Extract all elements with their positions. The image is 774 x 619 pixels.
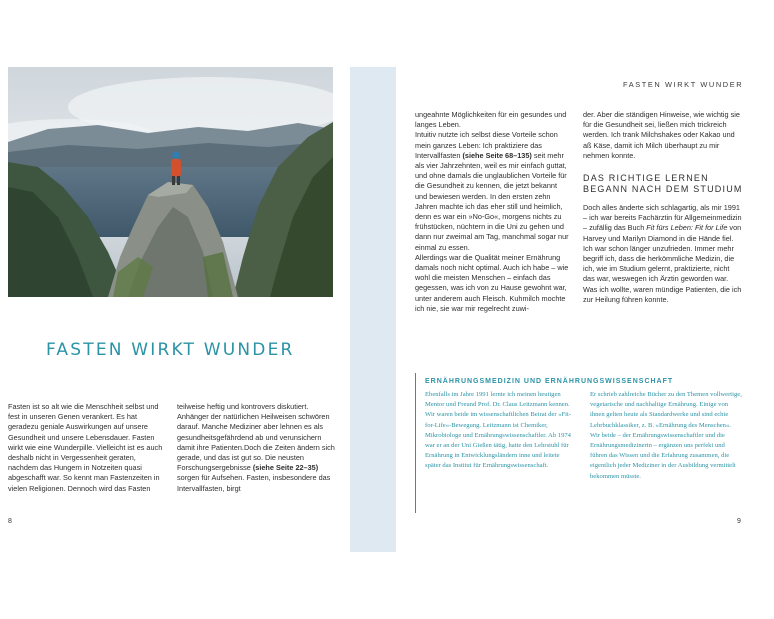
right-body-column-1: ungeahnte Möglichkeiten für ein gesundes und langes Leben. Intuitiv nutzte ich selbst diese Vorteile schon mein ganzes Leben: Ich praktiziere das Intervallfasten (siehe Seite 68–135) seit mehr als vier Jahrzehnten, weil es mir einfach guttat, und ohne damals die unglaublichen Vorteile für die Gesundheit zu kennen, die jetzt bekannt und bewiesen werden. In den ersten zehn Jahren machte ich das eher still und heimlich, denn es war ein »No-Go«, morgens nichts zu frühstücken, nüchtern in die Uni zu gehen und dann nur zweimal am Tag, manchmal sogar nur einmal zu essen. Allerdings war die Qualität meiner Ernährung damals noch nicht optimal. Auch ich habe – wie wohl die meisten Menschen – einfach das gegessen, was ich von zu Hause gewohnt war, unter anderem auch Fleisch. Kuhmilch mochte ich nie, sie war mir regelrecht zuwi- [415, 110, 569, 313]
info-box-column-2: Er schrieb zahlreiche Bücher zu den Themen vollwertige, vegetarische und nachhaltige Ernährung. Einige von ihnen gelten heute als Standardwerke und sind echte Lehrbuchklassiker, z. B. »Ernährung des Menschen«. Wir beide – der Ernährungswissenschaftler und die Ernährungsmedizinerin – ergänzen uns perfekt und führen das Wissen und die Erfahrung zusammen, die eigentlich jeder Mediziner in der Ausbildung vermittelt bekommen müsste. [590, 391, 742, 480]
mountain-fjord-photo-icon [8, 67, 333, 297]
right-col2-paragraph-2: Doch alles änderte sich schlagartig, als mir 1991 – ich war bereits Fachärztin für Allgemeinmedizin – zufällig das Buch Fit fürs Leben: Fit for Life von Harvey und Marilyn Diamond in die Hände fiel. Ich war schon länger unzufrieden. Immer mehr begriff ich, dass die herkömmliche Medizin, die ich, wie im Studium gelernt, praktizierte, nicht das war, weswegen ich Ärztin geworden war. Was ich wollte, waren mündige Patienten, die ich zur Heilung führen konnte. [583, 203, 742, 304]
right-col2-paragraph: der. Aber die ständigen Hinweise, wie wichtig sie für die Gesundheit sei, ließen mich trickreich werden. Ich trank Milchshakes oder Kakao und aß Käse, damit ich Milch überhaupt zu mir nehmen konnte. [583, 110, 740, 160]
info-box-rule [415, 373, 416, 513]
gutter-color-bar [350, 67, 396, 552]
running-head: FASTEN WIRKT WUNDER [623, 80, 744, 89]
page-number-right: 9 [737, 518, 741, 525]
left-page [0, 0, 348, 619]
info-box-column-1: Ebenfalls im Jahre 1991 lernte ich meinen heutigen Mentor und Freund Prof. Dr. Claus Leitzmann kennen. Wir waren beide im wissenschaftlichen Beirat der »Fit-for-Life«-Bewegung. Leitzmann ist Chemiker, Mikrobiologe und Ernährungswissenschaftler. Ab 1974 war er an der Uni Gießen tätig, hatte den Lehrstuhl für Ernährung in Entwicklungsländern inne und leitete später das Institut für Ernährungswissenschaft. [425, 391, 572, 470]
page-number-left: 8 [8, 518, 12, 525]
info-box-title: ERNÄHRUNGSMEDIZIN UND ERNÄHRUNGSWISSENSCHAFT [425, 378, 674, 385]
fjord-photo [8, 67, 333, 297]
left-body-column-2: teilweise heftig und kontrovers diskutiert. Anhänger der natürlichen Heilweisen schwören darauf. Manche Mediziner aber lehnen es als gesundheitsgefährdend ab und verunsichern damit ihre Patienten.Doch die Zeiten ändern sich gerade, und das ist gut so. Die neusten Forschungsergebnisse (siehe Seite 22–35) sorgen für Aufsehen. Fasten, insbesondere das Intervallfasten, birgt [177, 402, 335, 493]
left-body-column-1: Fasten ist so alt wie die Menschheit selbst und fest in unseren Genen verankert. Es hat geradezu geniale Auswirkungen auf unsere Gesundheit und unsere Lebensdauer. Fasten wirkt wie eine Wunderpille. Vielleicht ist es auch deshalb nicht in Vergessenheit geraten, nachdem das Hungern in Notzeiten quasi abgeschafft war. So kennt man Fastenzeiten in vielen Religionen. Dennoch wird das Fasten [8, 402, 163, 493]
right-body-column-2 [583, 110, 743, 305]
section-subhead: DAS RICHTIGE LERNEN BEGANN NACH DEM STUDIUM [583, 173, 743, 195]
chapter-title: FASTEN WIRKT WUNDER [46, 340, 295, 360]
